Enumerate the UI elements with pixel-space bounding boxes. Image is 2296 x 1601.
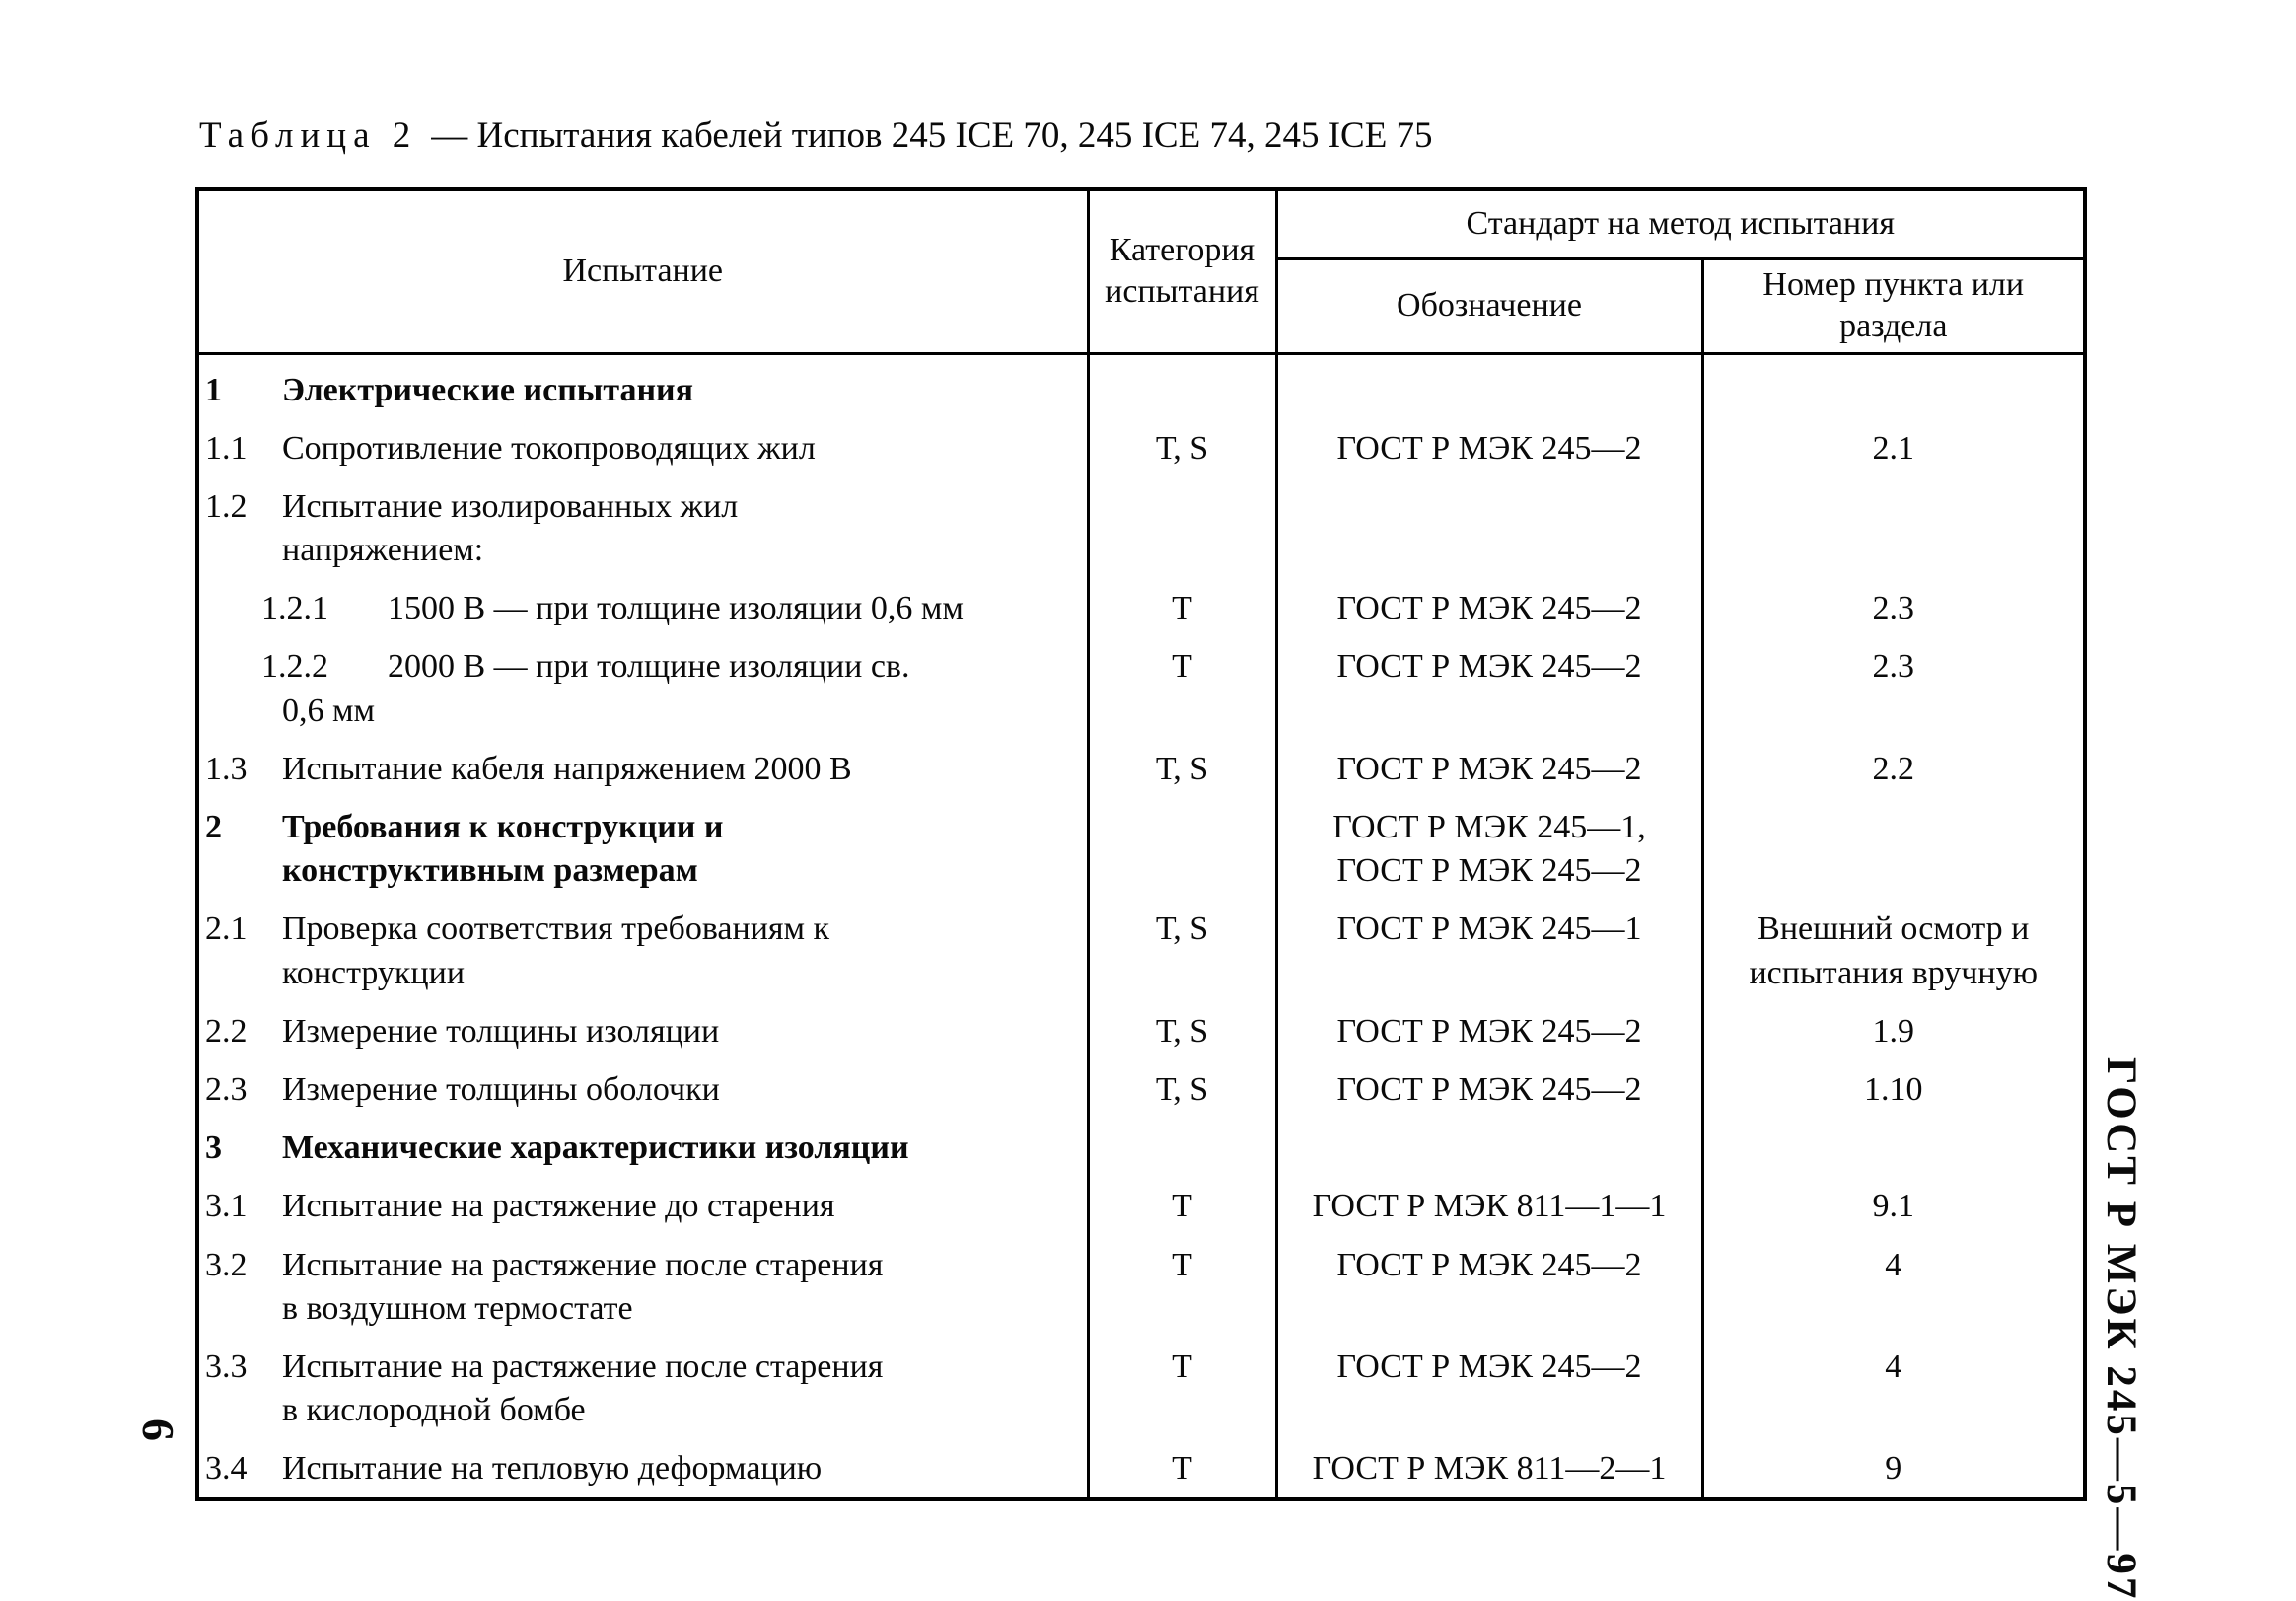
section-text: 2.2 <box>1872 750 1914 787</box>
row-test-name: Испытание изолированных жил <box>282 487 739 525</box>
row-test-name: Электрические испытания <box>282 371 694 408</box>
standard-code-vertical: ГОСТ Р МЭК 245—5—97 <box>2098 1057 2144 1601</box>
category-cell: Т <box>1088 1439 1276 1499</box>
designation-cell <box>1276 1002 1702 1060</box>
row-test-name-continued: 0,6 мм <box>282 691 376 729</box>
section-cell <box>1702 1177 2085 1235</box>
table-row <box>197 1119 2085 1177</box>
row-test-name-continued: в кислородной бомбе <box>282 1392 586 1429</box>
row-test-name-continued: напряжением: <box>282 532 484 569</box>
test-cell <box>197 353 1088 419</box>
section-cell <box>1702 1439 2085 1499</box>
section-cell <box>1702 1060 2085 1119</box>
table-row <box>197 798 2085 900</box>
designation-text: ГОСТ Р МЭК 245—2 <box>1336 1347 1642 1385</box>
category-cell: Т <box>1088 637 1276 739</box>
section-text: 2.3 <box>1872 590 1914 627</box>
row-number: 1.2.1 <box>261 590 328 627</box>
table-caption <box>199 114 1433 157</box>
section-cell <box>1702 1236 2085 1338</box>
designation-cell <box>1276 353 1702 419</box>
test-cell <box>197 1177 1088 1235</box>
row-test-name: Измерение толщины оболочки <box>282 1070 720 1108</box>
table-row <box>197 637 2085 739</box>
test-cell <box>197 637 1088 739</box>
row-test-name: Испытание на растяжение после старения <box>282 1246 884 1283</box>
designation-cell <box>1276 1236 1702 1338</box>
test-cell <box>197 1439 1088 1499</box>
row-test-name: Проверка соответствия требованиям к <box>282 910 830 948</box>
row-number: 1.3 <box>205 750 248 787</box>
row-test-name-continued: конструктивным размерам <box>282 852 698 890</box>
test-cell <box>197 740 1088 798</box>
test-cell <box>197 1338 1088 1439</box>
category-cell: Т, S <box>1088 1002 1276 1060</box>
section-cell <box>1702 579 2085 637</box>
row-test-name: Механические характеристики изоляции <box>282 1129 909 1167</box>
row-test-name: Измерение толщины изоляции <box>282 1012 720 1050</box>
designation-text: ГОСТ Р МЭК 245—2 <box>1336 1012 1642 1050</box>
designation-text: ГОСТ Р МЭК 811—1—1 <box>1312 1188 1667 1225</box>
table-row <box>197 740 2085 798</box>
designation-text: ГОСТ Р МЭК 245—2 <box>1336 1246 1642 1283</box>
designation-cell <box>1276 1338 1702 1439</box>
row-test-name-continued: конструкции <box>282 954 466 991</box>
row-number: 1 <box>205 371 222 408</box>
section-text: 2.1 <box>1872 429 1914 467</box>
section-cell <box>1702 798 2085 900</box>
designation-cell <box>1276 1060 1702 1119</box>
designation-text-continued: ГОСТ Р МЭК 245—2 <box>1336 852 1642 890</box>
section-text: 2.3 <box>1872 648 1914 686</box>
designation-cell <box>1276 419 1702 477</box>
designation-text: ГОСТ Р МЭК 245—1, <box>1332 809 1646 845</box>
tests-table <box>195 187 2087 1501</box>
section-text: 1.9 <box>1872 1012 1914 1050</box>
row-number: 3.3 <box>205 1347 248 1385</box>
section-cell <box>1702 637 2085 739</box>
section-cell <box>1702 477 2085 579</box>
header-test: Испытание <box>197 189 1088 353</box>
section-text-continued: испытания вручную <box>1749 954 2039 991</box>
row-test-name: 2000 В — при толщине изоляции св. <box>388 648 910 686</box>
category-cell: Т, S <box>1088 419 1276 477</box>
category-cell: Т <box>1088 1236 1276 1338</box>
designation-text: ГОСТ Р МЭК 245—2 <box>1336 750 1642 787</box>
test-cell <box>197 798 1088 900</box>
category-cell <box>1088 1119 1276 1177</box>
table-body <box>197 353 2085 1499</box>
section-cell <box>1702 740 2085 798</box>
designation-cell <box>1276 1119 1702 1177</box>
table-row <box>197 477 2085 579</box>
table-row <box>197 1236 2085 1338</box>
test-cell <box>197 900 1088 1001</box>
row-number: 1.2 <box>205 487 248 525</box>
row-test-name: Испытание на растяжение до старения <box>282 1188 835 1225</box>
table-row <box>197 419 2085 477</box>
row-number: 2.2 <box>205 1012 248 1050</box>
category-cell: Т, S <box>1088 1060 1276 1119</box>
category-cell <box>1088 477 1276 579</box>
table-caption-label: Таблица 2 <box>199 115 418 156</box>
section-text: 1.10 <box>1864 1070 1923 1108</box>
header-standard-group: Стандарт на метод испытания <box>1276 189 2085 258</box>
row-number: 3.4 <box>205 1450 248 1488</box>
designation-cell <box>1276 637 1702 739</box>
row-number: 3.2 <box>205 1246 248 1283</box>
page-number: 6 <box>133 1419 183 1441</box>
test-cell <box>197 419 1088 477</box>
table-header <box>197 189 2085 353</box>
row-test-name: Испытание на тепловую деформацию <box>282 1450 823 1488</box>
section-text: 9.1 <box>1872 1188 1914 1225</box>
category-cell <box>1088 353 1276 419</box>
designation-cell <box>1276 740 1702 798</box>
section-text: Внешний осмотр и <box>1758 910 2030 948</box>
test-cell <box>197 1119 1088 1177</box>
section-cell <box>1702 1338 2085 1439</box>
row-test-name-continued: в воздушном термостате <box>282 1289 633 1327</box>
row-number: 1.1 <box>205 429 248 467</box>
category-cell: Т <box>1088 1338 1276 1439</box>
table-row <box>197 1177 2085 1235</box>
header-section: Номер пункта или раздела <box>1702 258 2085 353</box>
header-designation: Обозначение <box>1276 258 1702 353</box>
section-cell <box>1702 1002 2085 1060</box>
designation-text: ГОСТ Р МЭК 811—2—1 <box>1312 1450 1667 1488</box>
row-test-name: Испытание кабеля напряжением 2000 В <box>282 750 852 787</box>
table-row <box>197 1439 2085 1499</box>
designation-text: ГОСТ Р МЭК 245—2 <box>1336 1070 1642 1108</box>
row-number: 2.1 <box>205 910 248 948</box>
designation-text: ГОСТ Р МЭК 245—2 <box>1336 648 1642 686</box>
row-test-name: Испытание на растяжение после старения <box>282 1347 884 1385</box>
test-cell <box>197 1060 1088 1119</box>
row-number: 2 <box>205 809 222 845</box>
section-text: 9 <box>1885 1450 1902 1488</box>
table-caption-text: — Испытания кабелей типов 245 ICE 70, 245 ICE 74, 245 ICE 75 <box>431 115 1433 156</box>
designation-text: ГОСТ Р МЭК 245—2 <box>1336 590 1642 627</box>
category-cell: Т, S <box>1088 900 1276 1001</box>
section-text: 4 <box>1885 1347 1902 1385</box>
header-category: Категория испытания <box>1088 189 1276 353</box>
row-test-name: Сопротивление токопроводящих жил <box>282 429 816 467</box>
test-cell <box>197 1236 1088 1338</box>
row-number: 3 <box>205 1129 222 1167</box>
designation-cell <box>1276 900 1702 1001</box>
category-cell: Т, S <box>1088 740 1276 798</box>
section-cell <box>1702 900 2085 1001</box>
row-number: 1.2.2 <box>261 648 328 686</box>
designation-text: ГОСТ Р МЭК 245—1 <box>1336 910 1642 948</box>
section-cell <box>1702 353 2085 419</box>
section-text: 4 <box>1885 1246 1902 1283</box>
designation-cell <box>1276 798 1702 900</box>
designation-cell <box>1276 477 1702 579</box>
row-test-name: Требования к конструкции и <box>282 809 724 845</box>
category-cell <box>1088 798 1276 900</box>
section-cell <box>1702 419 2085 477</box>
section-cell <box>1702 1119 2085 1177</box>
table-row <box>197 353 2085 419</box>
table-row <box>197 579 2085 637</box>
designation-cell <box>1276 1177 1702 1235</box>
table-row <box>197 1002 2085 1060</box>
test-cell <box>197 579 1088 637</box>
row-number: 3.1 <box>205 1188 248 1225</box>
row-test-name: 1500 В — при толщине изоляции 0,6 мм <box>388 590 964 627</box>
test-cell <box>197 477 1088 579</box>
designation-cell <box>1276 579 1702 637</box>
designation-text: ГОСТ Р МЭК 245—2 <box>1336 429 1642 467</box>
table-row <box>197 900 2085 1001</box>
table-row <box>197 1060 2085 1119</box>
table-row <box>197 1338 2085 1439</box>
row-number: 2.3 <box>205 1070 248 1108</box>
category-cell: Т <box>1088 579 1276 637</box>
test-cell <box>197 1002 1088 1060</box>
category-cell: Т <box>1088 1177 1276 1235</box>
designation-cell <box>1276 1439 1702 1499</box>
